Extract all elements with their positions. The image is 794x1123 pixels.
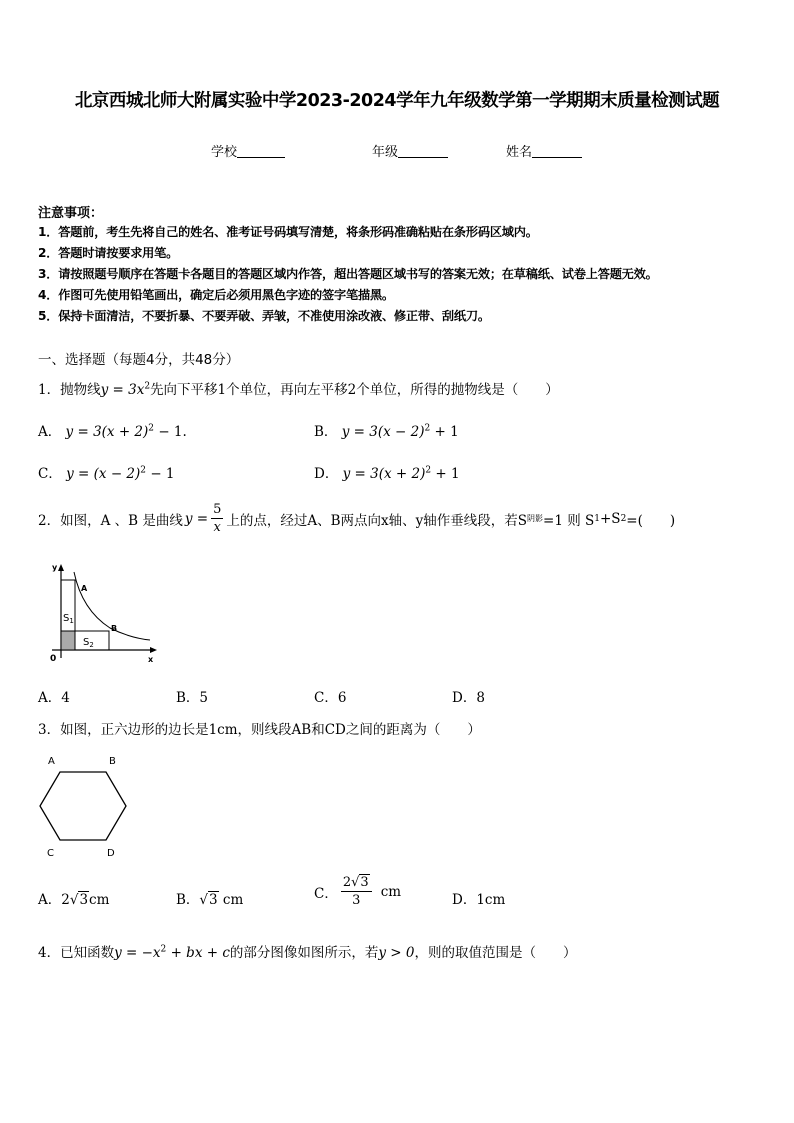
s1-label: $S_1$: [63, 613, 74, 625]
school-field: [211, 141, 285, 160]
notice-item: 4．作图可先使用铅笔画出，确定后必须用黑色字迹的签字笔描黑。: [38, 288, 394, 302]
name-blank: [532, 145, 582, 158]
question-4: 4．已知函数$y = -x^2$ + bx + c的部分图像如图所示，若y > 0，则的取值范围是（ ）: [38, 944, 577, 961]
hexagon-figure: [30, 750, 140, 862]
hexagon-shape: [40, 772, 126, 840]
q1-option-b[interactable]: B． $y = 3(x - 2)^2 + 1$: [314, 423, 459, 440]
notice-item: 2．答题时请按要求用笔。: [38, 246, 179, 260]
q3-c-fraction: $\frac{2√3}{3}$: [341, 876, 372, 907]
shaded-region: [61, 631, 75, 650]
hex-label-d: D: [107, 848, 115, 859]
school-blank: [237, 145, 285, 158]
name-label: 姓名: [506, 145, 533, 160]
origin-label: 0: [50, 654, 57, 664]
q2-option-b[interactable]: B．5: [176, 690, 209, 706]
school-label: 学校: [211, 145, 238, 160]
name-field: [506, 141, 582, 160]
notice-item: 5．保持卡面清洁，不要折暴、不要弄破、弄皱，不准使用涂改液、修正带、刮纸刀。: [38, 309, 490, 323]
x-arrow-icon: [150, 647, 157, 653]
hex-label-c: C: [47, 848, 54, 859]
q1-option-a[interactable]: A． $y = 3(x + 2)^2 - 1$.: [38, 423, 187, 440]
q2-fraction: $\frac{5}{x}$: [213, 502, 222, 535]
notice-heading: 注意事项：: [38, 206, 104, 221]
question-3: 3．如图，正六边形的边长是1cm，则线段AB和CD之间的距离为（ ）: [38, 722, 481, 738]
page-title: 北京西城北师大附属实验中学2023-2024学年九年级数学第一学期期末质量检测试题: [74, 91, 720, 111]
q2-option-a[interactable]: A．4: [38, 690, 70, 706]
point-a-label: A: [81, 584, 88, 593]
x-label: x: [148, 655, 154, 664]
q3-option-c[interactable]: C． $\frac{2√3}{3}$ cm: [314, 875, 402, 908]
q2-option-c[interactable]: C．6: [314, 690, 347, 706]
grade-label: 年级: [372, 145, 399, 160]
s2-label: $S_2$: [83, 637, 94, 649]
q1-function: y = 3x: [100, 382, 145, 398]
question-1: 1．抛物线$y = 3x^2$先向下平移1个单位，再向左平移2个单位，所得的抛物线是（ ）: [38, 381, 559, 398]
q3-option-a[interactable]: A．2√3cm: [38, 892, 110, 908]
section-heading: 一、选择题（每题4分，共48分）: [38, 352, 240, 368]
q1-option-d[interactable]: D． $y = 3(x + 2)^2 + 1$: [314, 465, 460, 482]
q3-option-b[interactable]: B．√3 cm: [176, 892, 244, 908]
q3-option-d[interactable]: D．1cm: [452, 892, 506, 908]
point-b-label: B: [111, 624, 118, 633]
question-2: 2．如图，A 、B 是曲线 y = $\frac{5}{x}$ 上的点，经过A、B两点向x轴、y轴作垂线段，若S 阴影 =1 则 S 1 +S 2 =( ): [38, 502, 676, 535]
y-label: y: [52, 563, 58, 572]
grade-blank: [398, 145, 448, 158]
notice-item: 3．请按照题号顺序在答题卡各题目的答题区域内作答，超出答题区域书写的答案无效；在草稿纸、试卷上答题无效。: [38, 267, 658, 281]
hex-label-b: B: [109, 756, 116, 767]
q2-figure: [40, 560, 160, 670]
y-arrow-icon: [58, 564, 64, 571]
q1-option-c[interactable]: C． $y = (x - 2)^2 - 1$: [38, 465, 175, 482]
grade-field: [372, 141, 448, 160]
notice-item: 1．答题前，考生先将自己的姓名、准考证号码填写清楚，将条形码准确粘贴在条形码区域内。: [38, 225, 538, 239]
q2-option-d[interactable]: D．8: [452, 690, 485, 706]
hex-label-a: A: [48, 756, 55, 767]
